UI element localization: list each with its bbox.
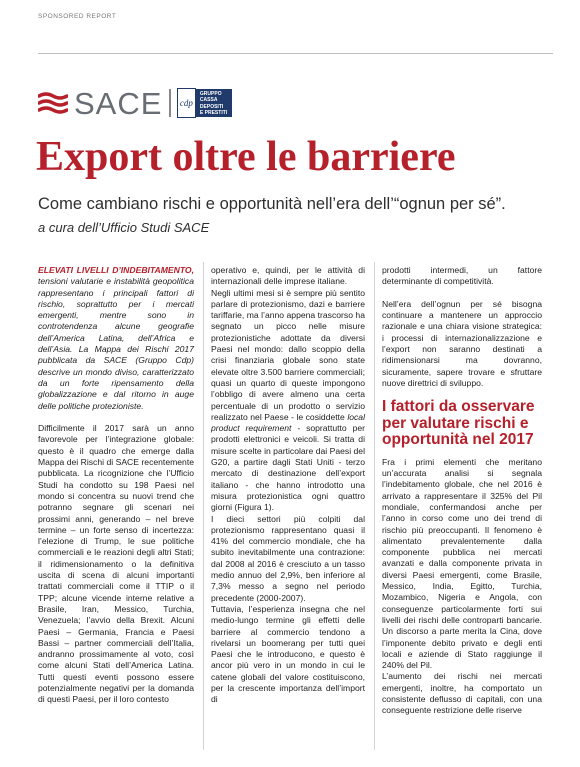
gruppo-line: DEPOSITI <box>199 103 224 110</box>
body-paragraph: Fra i primi elementi che meritano un’accurata analisi si segnala l’indebitamento globale, che nel 2016 è arrivato a rappresentare il 325% del Pil mondiale, confermandosi anche per l’anno in corso come uno dei trend di rischio più preoccupanti. Il fenomeno è alimentato prevalentemente dalla componente pubblica nei mercati avanzati e dalla componente privata in diversi Paesi emergenti, come Brasile, Messico, India, Egitto, Turchia, Mozambico, Nigeria e Angola, con conseguenze particolarmente forti sui livelli dei rischi delle controparti bancarie. Un discorso a parte merita la Cina, dove l’imponente debito privato e degli enti locali e aziende di Stato raggiunge il 240% del Pil. <box>382 456 542 671</box>
article-subtitle: Come cambiano rischi e opportunità nell’era dell’“ognun per sé”. <box>38 195 506 213</box>
intro-text: tensioni valutarie e instabilità geopolitica rappresentano i principali fattori di rischio, soprattutto per i mercati emergenti, mentre sono in controtendenza alcune geografie dell’America Latina, dell’Africa e dell’Asia. La Mappa dei Rischi 2017 pubblicata da SACE (Gruppo Cdp) descrive un mondo diviso, caratterizzato da un forte ripensamento della globalizzazione e dal ritorno in auge delle politiche protezioniste. <box>38 276 194 411</box>
intro-paragraph <box>38 265 194 412</box>
cdp-logo-text: cdp <box>179 98 193 108</box>
gruppo-cdp-badge <box>196 89 232 117</box>
body-paragraph <box>211 288 365 514</box>
logo-separator <box>169 89 171 117</box>
sponsored-report-label: SPONSORED REPORT <box>38 13 117 20</box>
body-paragraph: operativo e, quindi, per le attività di internazionali delle imprese italiane. <box>211 265 365 287</box>
article-column-1 <box>38 265 194 706</box>
body-paragraph: I dieci settori più colpiti dal protezionismo rappresentano quasi il 41% del commercio mondiale, che ha subito inevitabilmente una contrazione: dal 2008 al 2016 è cresciuto a un tasso medio annuo del 2,9%, ben inferiore al 7,3% messo a segno nel periodo precedente (2000-2007). <box>211 513 365 603</box>
body-paragraph: Nell’era dell’ognun per sé bisogna continuare a mantenere un approccio razionale e una chiara visione strategica: i processi di internazionalizzazione e l’export non saranno destinati a ridimensionarsi ma dovranno, sicuramente, sapere trovare e sfruttare nuove direttrici di sviluppo. <box>382 298 542 388</box>
article-title: Export oltre le barriere <box>36 134 456 180</box>
body-paragraph: L’aumento dei rischi nei mercati emergenti, inoltre, ha comportato un consistente deflusso di capitali, con una conseguente restrizione delle riserve <box>382 671 542 716</box>
body-text: Negli ultimi mesi si è sempre più sentito parlare di protezionismo, dazi e barriere tariffarie, ma l’anno appena trascorso ha segnato un picco nelle misure protezionistiche adottate da diversi Paesi nel mondo: dallo scoppio della crisi finanziaria globale sono state elevate oltre 3.500 barriere commerciali; quasi un quarto di queste impongono l’obbligo di avere almeno una certa percentuale di un prodotto o servizio realizzato nel Paese - le cosiddette <box>211 287 365 422</box>
article-byline: a cura dell’Ufficio Studi SACE <box>38 220 210 235</box>
gruppo-line: GRUPPO <box>199 91 222 98</box>
column-divider <box>374 262 375 750</box>
logo-bar <box>38 83 232 123</box>
body-paragraph: prodotti intermedi, un fattore determinante di competitività. <box>382 265 542 287</box>
column-divider <box>203 262 204 750</box>
intro-lead: ELEVATI LIVELLI D’INDEBITAMENTO, <box>38 265 194 275</box>
article-column-3 <box>382 265 542 717</box>
gruppo-line: CASSA <box>199 97 218 104</box>
body-emphasis: local product requirement <box>211 411 365 434</box>
top-divider <box>38 53 553 54</box>
body-paragraph: Tuttavia, l’esperienza insegna che nel medio-lungo termine gli effetti delle barriere al commercio tendono a rivelarsi un boomerang per tutti quei Paesi che le introducono, e questo è ancor più vero in un mondo in cui le catene globali del valore costituiscono, per la crescente importanza dell’import di <box>211 603 365 705</box>
sace-logo-text: SACE <box>74 85 163 121</box>
body-text: - soprattutto per prodotti elettronici e veicoli. Si tratta di misure scelte in particolare dai Paesi del G20, a partire dagli Stati Uniti - terzo mercato di destinazione dell’export italiano - che hanno introdotto una misura protezionistica ogni quattro giorni (Figura 1). <box>211 423 365 513</box>
body-paragraph: Difficilmente il 2017 sarà un anno favorevole per l’integrazione globale: questo è il quadro che emerge dalla Mappa dei Rischi di SACE recentemente pubblicata. La ricognizione che l’Ufficio Studi ha condotto su 198 Paesi nel mondo si concentra su nuovi trend che potranno segnare gli scenari nei prossimi anni, generando – nel breve termine – un forte senso di incertezza: l’elezione di Trump, le sue politiche commerciali e le reazioni degli altri Stati; il ridimensionamento o la definitiva uscita di scena di alcuni importanti trattati commerciali come il TTIP o il TPP; alcune vicende interne relative a Brasile, Iran, Messico, Turchia, Venezuela; l’avvio della Brexit. Alcuni Paesi – Germania, Francia e Paesi Bassi – partner commerciali dell’Italia, andranno prossimamente al voto, così come alcuni Stati dell’America Latina. Tutti questi eventi possono essere potenzialmente negativi per la domanda di questi Paesi, per il loro contesto <box>38 423 194 705</box>
article-column-2 <box>211 265 365 706</box>
gruppo-line: E PRESTITI <box>199 109 228 116</box>
sace-waves-icon <box>38 91 68 115</box>
cdp-logo-mark <box>177 88 196 118</box>
section-heading: I fattori da osservare per valutare rischi e opportunità nel 2017 <box>382 398 535 449</box>
